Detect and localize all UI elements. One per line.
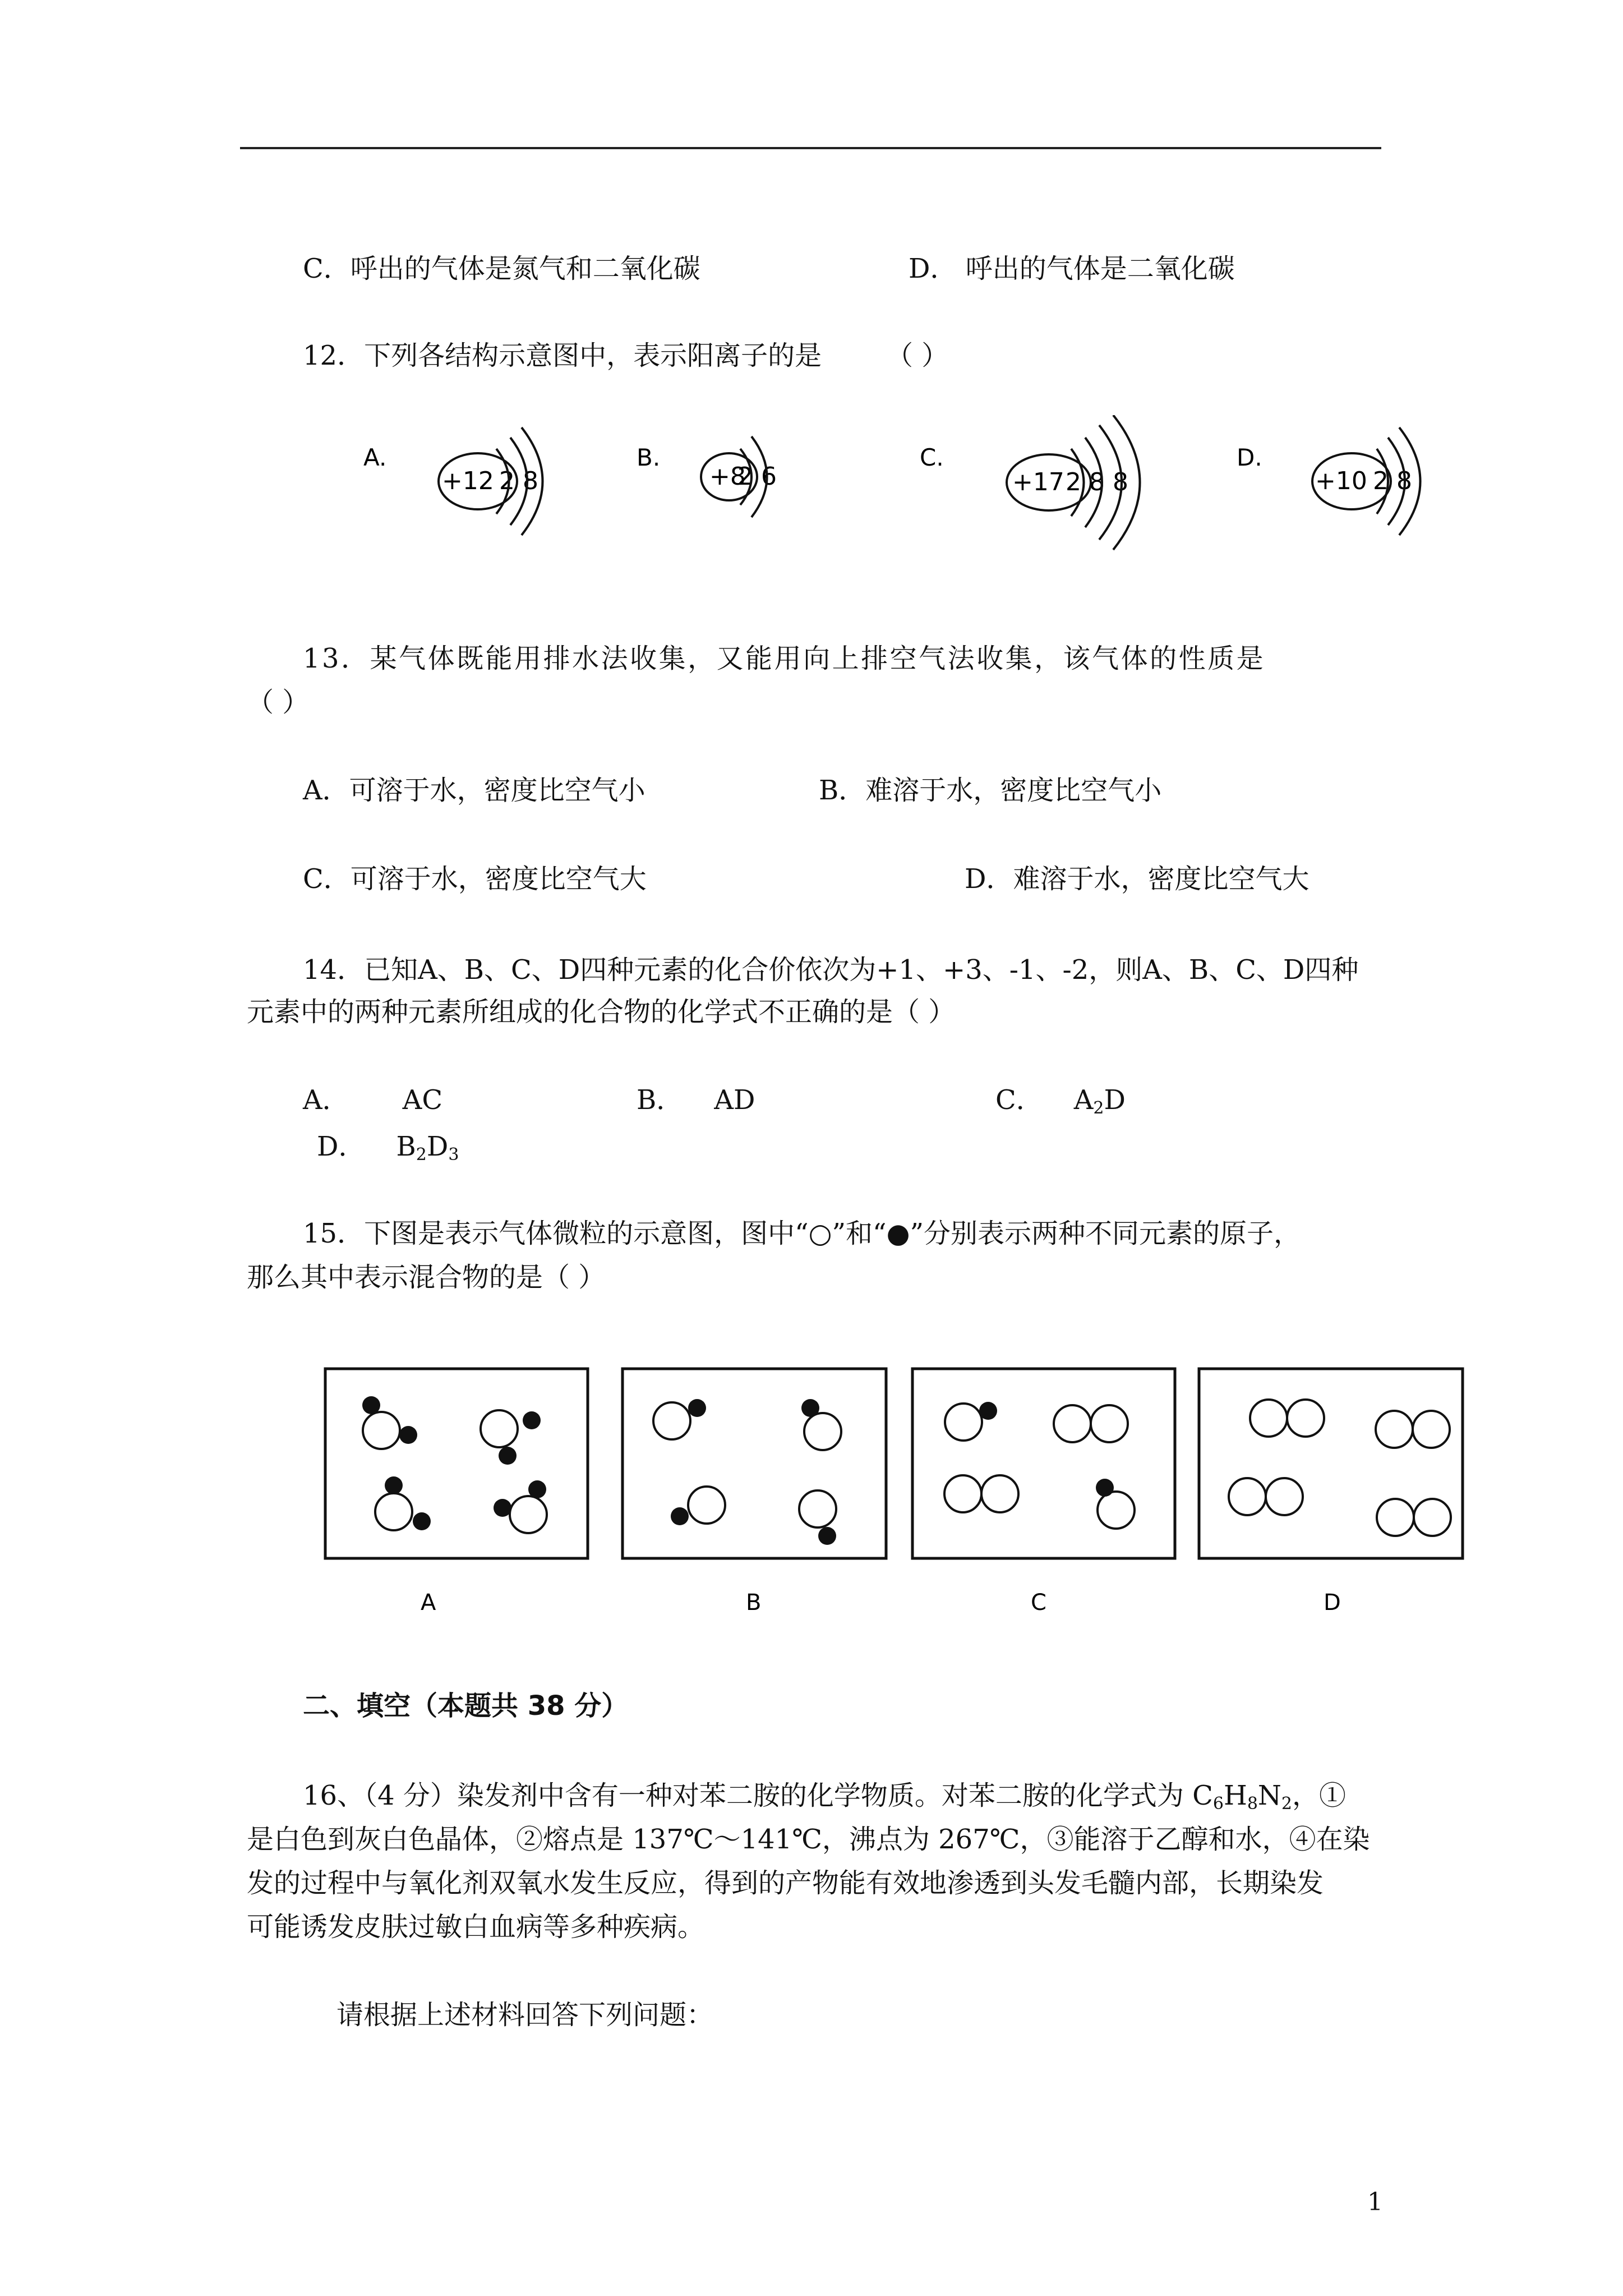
q14-stem-line2: 元素中的两种元素所组成的化合物的化学式不正确的是（ ）: [247, 996, 956, 1028]
atom-c-nucleus: +17: [1012, 468, 1064, 496]
atom-diagram-d: [1237, 427, 1421, 535]
q11-option-c: C．呼出的气体是氮气和二氧化碳: [303, 253, 700, 284]
atom-c-letter: C.: [920, 444, 944, 471]
q14-option-b: [637, 1084, 755, 1116]
q13-stem: 13．某气体既能用排水法收集，又能用向上排空气法收集，该气体的性质是: [303, 643, 1266, 674]
q14-option-a: [303, 1084, 443, 1116]
q16-line4: 可能诱发皮肤过敏白血病等多种疾病。: [247, 1911, 705, 1943]
q14-option-c-label: C．: [995, 1084, 1043, 1116]
header-rule: [240, 147, 1381, 149]
q16-line3: 发的过程中与氧化剂双氧水发生反应，得到的产物能有效地渗透到头发毛髓内部，长期染发: [247, 1867, 1324, 1899]
atom-a-shells: 2 8: [499, 467, 538, 495]
atom-diagram-a: [363, 427, 543, 535]
q14-option-c: C． $A_2D$: [995, 1084, 1126, 1118]
q15-stem-line2: 那么其中表示混合物的是（ ）: [247, 1262, 606, 1293]
atom-d-letter: D.: [1237, 444, 1262, 471]
atom-a-letter: A.: [363, 444, 387, 471]
q14-option-b-formula: AD: [714, 1084, 755, 1116]
particle-box-c: [912, 1369, 1175, 1558]
q12-stem: 12．下列各结构示意图中，表示阳离子的是: [303, 340, 822, 371]
q13-option-d: D．难溶于水，密度比空气大: [965, 863, 1310, 895]
particle-box-d-label: D: [1324, 1590, 1341, 1616]
particle-box-b: [623, 1369, 886, 1558]
atom-diagram-b: [637, 436, 777, 517]
q16-prompt: 请根据上述材料回答下列问题：: [336, 1999, 714, 2031]
q13-answer-paren[interactable]: （ ）: [247, 687, 310, 718]
atom-structure-diagrams: [336, 415, 1458, 561]
particle-box-c-label: C: [1031, 1590, 1046, 1616]
atom-a-nucleus: +12: [442, 467, 494, 495]
q14-option-a-formula: AC: [402, 1084, 443, 1116]
particle-box-a: [325, 1369, 588, 1558]
q13-option-c: C．可溶于水，密度比空气大: [303, 863, 647, 895]
q15-stem-line1: 15．下图是表示气体微粒的示意图，图中“○”和“●”分别表示两种不同元素的原子，: [303, 1218, 1301, 1249]
q14-option-b-label: B．: [637, 1084, 684, 1116]
q14-option-d-label: D．: [317, 1131, 366, 1162]
page-number: 1: [1367, 2188, 1383, 2216]
atom-d-nucleus: +10: [1315, 467, 1367, 495]
q14-option-a-label: A．: [303, 1084, 349, 1116]
q13-option-a: A．可溶于水，密度比空气小: [303, 775, 645, 806]
particle-box-d: [1199, 1369, 1463, 1558]
section-2-heading: 二、填空（本题共 38 分）: [303, 1690, 629, 1722]
q14-stem-line1: 14．已知A、B、C、D四种元素的化合价依次为+1、+3、-1、-2，则A、B、C、D四种: [303, 954, 1359, 986]
atom-c-shells: 2 8 8: [1066, 468, 1128, 496]
atom-d-shells: 2 8: [1373, 467, 1412, 495]
gas-particle-diagrams: [320, 1363, 1481, 1616]
atom-b-letter: B.: [637, 444, 661, 471]
q16-line1: 16、（4 分）染发剂中含有一种对苯二胺的化学物质。对苯二胺的化学式为 $C_6H_8N_2$，①: [303, 1780, 1347, 1814]
atom-diagram-c: [920, 415, 1140, 550]
particle-box-a-label: A: [421, 1590, 436, 1616]
q11-option-d: D． 呼出的气体是二氧化碳: [909, 253, 1235, 284]
q16-line2: 是白色到灰白色晶体，②熔点是 137℃～141℃，沸点为 267℃，③能溶于乙醇和水，④在染: [247, 1824, 1370, 1855]
atom-b-nucleus: +8: [709, 462, 746, 491]
atom-b-shells: 2 6: [737, 462, 777, 491]
q13-option-b: B．难溶于水，密度比空气小: [819, 775, 1162, 806]
q12-answer-paren[interactable]: （ ）: [886, 340, 949, 371]
q14-option-d: D． $B_2D_3$: [317, 1131, 459, 1165]
particle-box-b-label: B: [746, 1590, 762, 1616]
